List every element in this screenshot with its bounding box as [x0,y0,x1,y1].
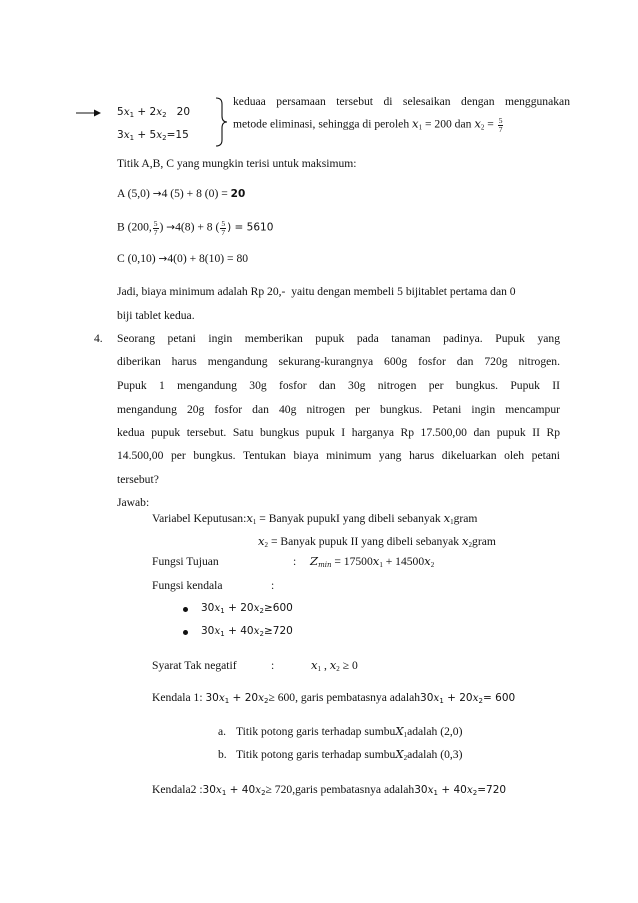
kendala-2-line: Kendala2 $:30x_1 + 40x_2\ge$ 720,garis pembatasnya $adalah30x_1 + 40x_2=720$ [152,783,507,797]
bullet-icon [183,630,188,635]
kendala-1-item-a-marker: a. [218,725,227,738]
fraction: $\frac{5}{7}$ [498,116,503,134]
equation-1: $5x_1 + 2x_2$ 20 [117,106,190,119]
nonneg-colon: : [271,659,275,672]
fraction: $\frac{5}{7}$ [153,219,158,237]
problem-line: tersebut? [117,473,159,486]
arrow-right-icon: → [166,221,176,234]
problem-line: Pupuk 1 mengandung 30g fosfor dan 30g nitrogen per bungkus. Pupuk II [117,379,560,392]
conclusion-line-1: Jadi, biaya minimum adalah Rp 20,- yaitu dengan membeli 5 bijitablet pertama dan 0 [117,285,516,298]
nonneg-expression: $x_1$ , $x_2 \ge 0$ [311,658,358,673]
constraint-1: $30x_1 + 20x_2\ge 600$ [201,602,293,615]
problem-line: kedua pupuk tersebut. Satu bungkus pupuk I harganya Rp 17.500,00 dan pupuk II Rp [117,426,560,439]
kendala-1-item-b-marker: b. [218,748,227,761]
points-heading: Titik A,B, C yang mungkin terisi untuk maksimum: [117,157,357,170]
bullet-icon [183,607,188,612]
objective-function: $Z_{min} = 17500x_1 + 14500x_2$ [310,554,435,569]
decision-variable-x1: Variabel $Keputusan:x_1$ = Banyak pupukI yang dibeli sebanyak $x_1gram$ [152,511,478,526]
problem-line: diberikan harus mengandung sekurang-kurangnya 600g fosfor dan 720g nitrogen. [117,355,560,368]
answer-label: Jawab: [117,496,150,509]
kendala-1-item-b: Titik potong garis terhadap sumbuX$_2$adalah (0,3) [236,747,463,762]
arrow-right-icon: → [158,253,168,265]
constraints-colon: : [271,579,275,592]
constraint-2: $30x_1 + 40x_2\ge 720$ [201,625,293,638]
fraction: $\frac{5}{7}$ [221,219,226,237]
right-arrow-icon [76,109,102,117]
problem-number: 4. [94,332,103,345]
problem-line: mengandung 20g fosfor dan 40g nitrogen per bungkus. Petani ingin mencampur [117,403,560,416]
equation-2: $3x_1 + 5x_2=15$ [117,129,189,142]
objective-colon: : [293,555,297,568]
arrow-right-icon: → [152,188,162,200]
nonneg-label: Syarat Tak negatif [152,659,237,672]
kendala-1-line: Kendala 1: $30x_1 + 20x_2\ge 600$, garis pembatasnya $adalah30x_1 + 20x_2= 600$ [152,691,516,705]
conclusion-line-2: biji tablet kedua. [117,309,195,322]
curly-brace-icon [214,97,228,147]
kendala-1-item-a: Titik potong garis terhadap sumbuX$_1$adalah (2,0) [236,724,463,739]
elimination-note-line2: metode eliminasi, sehingga di peroleh $x_1 = 200$ dan $x_2$ = $\frac{5}{7}$ [233,116,503,134]
problem-line: Seorang petani ingin memberikan pupuk pada tanaman padinya. Pupuk yang [117,332,560,345]
point-a-line: A (5,0) →4 (5) + 8 (0) = 20 [117,187,246,200]
point-c-line: C (0,10) →4(0) + 8(10) = 80 [117,252,249,265]
elimination-note-line1: keduaa persamaan tersebut di selesaikan dengan menggunakan [233,95,570,108]
problem-line: 14.500,00 per bungkus. Tentukan biaya minimum yang harus dikeluarkan oleh petani [117,449,560,462]
constraints-label: Fungsi kendala [152,579,223,592]
decision-variable-x2: $x_2$ = Banyak pupuk II yang dibeli sebanyak $x_2gram$ [258,534,496,549]
objective-label: Fungsi Tujuan [152,555,219,568]
point-b-line: B (200, $\frac{5}{7}$ ) →4(8) + 8 ( $\frac{5}{7}$ ) = 5610 [117,219,274,237]
